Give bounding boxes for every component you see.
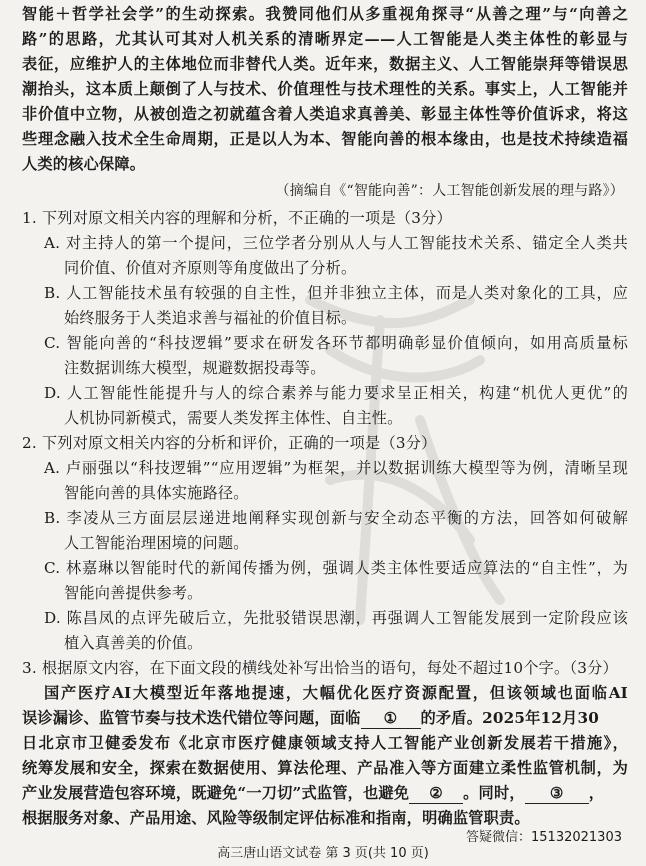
q1-option-d: D. 人工智能性能提升与人的综合素养与能力要求呈正相关，构建“机优人更优”的 <box>44 384 628 402</box>
passage-line: 路”的思路，尤其认可其对人机关系的清晰界定——人工智能是人类主体性的彰显与 <box>22 30 628 48</box>
passage-line: 潮抬头，这本质上颠倒了人与技术、价值理性与技术理性的关系。事实上，人工智能并 <box>22 80 628 98</box>
q3-text-segment: 产业发展营造包容环境，既避免“一刀切”式监管，也避免 <box>22 784 410 802</box>
q3-text-line-with-blanks <box>22 783 628 804</box>
passage-line: 些理念融入技术全生命周期，正是以人为本、智能向善的根本缘由，也是技术持续造福 <box>22 130 628 148</box>
q2-option-b-cont: 人工智能治理困境的问题。 <box>64 534 249 552</box>
q3-text-segment: ， <box>588 784 605 802</box>
q2-option-c-cont: 智能向善提供参考。 <box>64 584 203 602</box>
q1-option-a: A. 对主持人的第一个提问，三位学者分别从人与人工智能技术关系、锚定全人类共 <box>44 234 628 252</box>
answer-blank-2[interactable]: ② <box>409 783 463 804</box>
q3-text-segment: 。同时， <box>463 784 525 802</box>
q1-option-d-cont: 人机协同新模式，需要人类发挥主体性、自主性。 <box>64 409 403 427</box>
q1-option-b-cont: 始终服务于人类追求善与福祉的价值目标。 <box>64 309 357 327</box>
q2-option-c: C. 林嘉琳以智能时代的新闻传播为例，强调人类主体性要适应算法的“自主性”，为 <box>44 559 628 577</box>
q3-text-line: 根据服务对象、产品用途、风险等级制定评估标准和指南，明确监管职责。 <box>22 809 530 827</box>
q2-option-d-cont: 植入真善美的价值。 <box>64 634 203 652</box>
question-1-stem: 1. 下列对原文相关内容的理解和分析，不正确的一项是（3分） <box>22 209 452 227</box>
page-footer: 高三唐山语文试卷 第 3 页(共 10 页) <box>217 846 429 861</box>
q1-option-c-cont: 注数据训练大模型，规避数据投毒等。 <box>64 359 326 377</box>
q1-option-c: C. 智能向善的“科技逻辑”要求在研发各环节都明确彰显价值倾向，如用高质量标 <box>44 334 628 352</box>
q3-text-line: 统筹发展和安全，探索在数据使用、算法伦理、产品准入等方面建立柔性监管机制，为 <box>22 759 628 777</box>
q3-text-line: 国产医疗AI大模型近年落地提速，大幅优化医疗资源配置，但该领域也面临AI <box>44 684 628 702</box>
q1-option-a-cont: 同价值、价值对齐原则等角度做出了分析。 <box>64 259 357 277</box>
passage-line: 智能＋哲学社会学”的生动探索。我赞同他们从多重视角探寻“从善之理”与“向善之 <box>22 5 628 23</box>
answer-blank-3[interactable]: ③ <box>525 783 589 804</box>
q1-option-b: B. 人工智能技术虽有较强的自主性，但并非独立主体，而是人类对象化的工具，应 <box>44 284 628 302</box>
q3-text-line-with-blank1 <box>22 708 628 729</box>
q2-option-a: A. 卢丽强以“科技逻辑”“应用逻辑”为框架，并以数据训练大模型等为例，清晰呈现 <box>44 459 628 477</box>
passage-source: （摘编自《“智能向善”：人工智能创新发展的理与路》） <box>275 183 624 199</box>
passage-line: 人类的核心保障。 <box>22 155 146 173</box>
passage-line: 非价值中立物，从被创造之初就蕴含着人类追求真善美、彰显主体性等价值诉求，将这 <box>22 105 628 123</box>
question-2-stem: 2. 下列对原文相关内容的分析和评价，正确的一项是（3分） <box>22 434 437 452</box>
passage-line: 表征，应维护人的主体地位而非替代人类。近年来，数据主义、人工智能崇拜等错误思 <box>22 55 628 73</box>
q2-option-b: B. 李凌从三方面层层递进地阐释实现创新与安全动态平衡的方法，回答如何破解 <box>44 509 628 527</box>
q2-option-d: D. 陈昌凤的点评先破后立，先批驳错误思潮，再强调人工智能发展到一定阶段应该 <box>44 609 628 627</box>
q2-option-a-cont: 智能向善的具体实施路径。 <box>64 484 249 502</box>
q3-text-line: 日北京市卫健委发布《北京市医疗健康领域支持人工智能产业创新发展若干措施》， <box>22 734 628 752</box>
contact-info: 答疑微信：15132021303 <box>466 830 622 845</box>
q3-text-segment: 误诊漏诊、监管节奏与技术迭代错位等问题，面临 <box>22 709 361 727</box>
q3-text-segment: 的矛盾。2025年12月30 <box>420 709 599 727</box>
question-3-stem: 3. 根据原文内容，在下面文段的横线处补写出恰当的语句，每处不超过10个字。（3分） <box>22 659 618 677</box>
answer-blank-1[interactable]: ① <box>361 708 421 729</box>
